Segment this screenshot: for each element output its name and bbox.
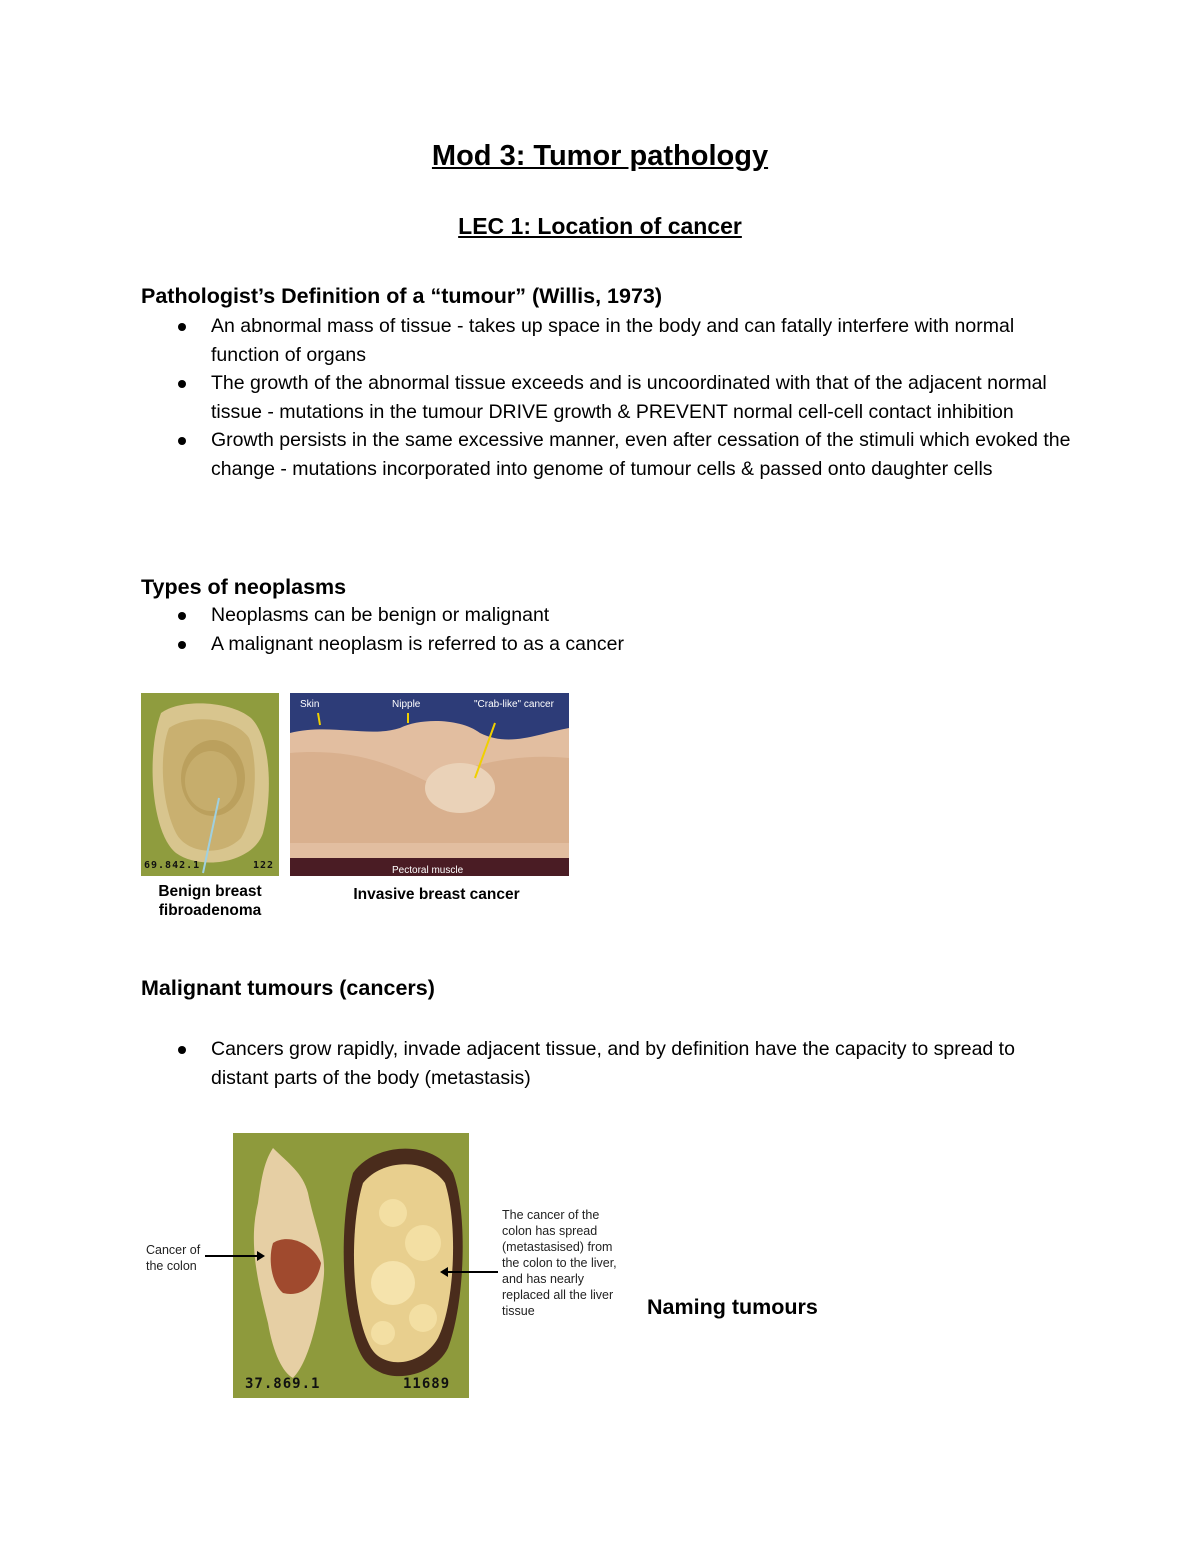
fibroadenoma-specimen-illustration xyxy=(141,693,279,876)
specimen-code: 69.842.1 xyxy=(144,860,201,871)
arrow-left-icon xyxy=(440,1266,500,1278)
arrow-right-icon xyxy=(205,1250,265,1262)
list-item: The growth of the abnormal tissue exceeds and is uncoordinated with that of the adjacent normal tissue - mutations in the tumour DRIVE growth & PREVENT normal cell-cell contact inhibition xyxy=(141,369,1071,426)
metastasis-label: The cancer of the colon has spread (metastasised) from the colon to the liver, and has nearly replaced all the liver tissue xyxy=(502,1208,617,1318)
bullet-icon xyxy=(178,612,186,620)
fibroadenoma-caption: Benign breast fibroadenoma xyxy=(158,883,262,919)
bullet-icon xyxy=(178,641,186,649)
neoplasm-types-heading: Types of neoplasms xyxy=(141,575,347,599)
naming-tumours-heading: Naming tumours xyxy=(647,1295,818,1319)
malignant-tumours-heading: Malignant tumours (cancers) xyxy=(141,976,435,1000)
list-item: Cancers grow rapidly, invade adjacent tissue, and by definition have the capacity to spread to distant parts of the body (metastasis) xyxy=(141,1035,1071,1092)
bullet-icon xyxy=(178,380,186,388)
lecture-subtitle: LEC 1: Location of cancer xyxy=(458,213,742,239)
colon-cancer-label: Cancer of the colon xyxy=(146,1243,201,1273)
list-item: An abnormal mass of tissue - takes up space in the body and can fatally interfere with normal function of organs xyxy=(141,312,1071,369)
definition-list xyxy=(141,312,1071,483)
crab-like-cancer-label: "Crab-like" cancer xyxy=(474,699,554,710)
invasive-cancer-caption: Invasive breast cancer xyxy=(353,886,520,903)
colon-liver-specimen-photo xyxy=(233,1133,469,1398)
skin-label: Skin xyxy=(300,699,320,710)
breast-cancer-specimen-illustration xyxy=(290,693,569,876)
bullet-icon xyxy=(178,437,186,445)
specimen-code: 37.869.1 xyxy=(245,1376,321,1392)
invasive-cancer-photo xyxy=(290,693,569,876)
neoplasm-types-list xyxy=(141,601,1071,658)
bullet-icon xyxy=(178,1046,186,1054)
list-item: A malignant neoplasm is referred to as a cancer xyxy=(141,630,1071,659)
definition-heading: Pathologist’s Definition of a “tumour” (Willis, 1973) xyxy=(141,284,663,308)
fibroadenoma-photo xyxy=(141,693,279,876)
malignant-tumours-list xyxy=(141,1035,1071,1092)
bullet-icon xyxy=(178,323,186,331)
list-item: Growth persists in the same excessive manner, even after cessation of the stimuli which evoked the change - mutations incorporated into genome of tumour cells & passed onto daughter cells xyxy=(141,426,1071,483)
specimen-code: 122 xyxy=(253,860,275,871)
specimen-code: 11689 xyxy=(403,1376,451,1392)
page-title: Mod 3: Tumor pathology xyxy=(431,140,769,172)
nipple-label: Nipple xyxy=(392,699,421,710)
colon-liver-specimen-illustration xyxy=(233,1133,469,1398)
list-item: Neoplasms can be benign or malignant xyxy=(141,601,1071,630)
pectoral-muscle-label: Pectoral muscle xyxy=(392,865,464,876)
